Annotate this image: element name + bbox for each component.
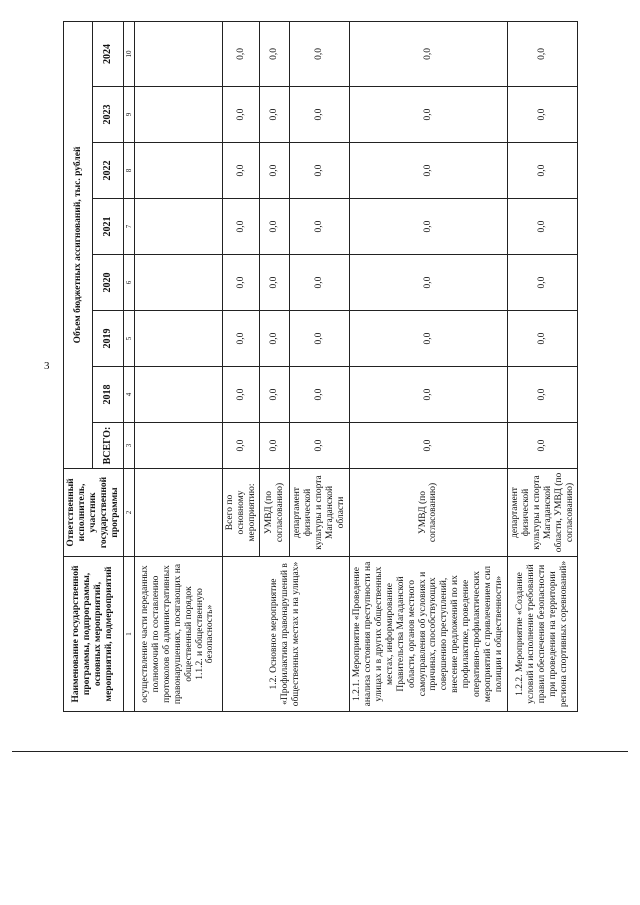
value-cell: 0,0 bbox=[507, 311, 578, 367]
column-index: 1 bbox=[123, 557, 134, 712]
value-cell: 0,0 bbox=[222, 423, 260, 469]
value-cell bbox=[134, 21, 222, 86]
value-cell: 0,0 bbox=[507, 199, 578, 255]
program-name-text: осуществление части переданных полномочий по составлению протоколов об административных правонарушениях, посягающих на общественный порядок bbox=[139, 563, 194, 705]
value-cell bbox=[134, 311, 222, 367]
subitem-number: 1.1.2. bbox=[194, 658, 205, 680]
value-cell: 0,0 bbox=[290, 199, 350, 255]
value-cell: 0,0 bbox=[290, 21, 350, 86]
table-row bbox=[350, 21, 508, 711]
program-name-cell: 1.2.1. Мероприятие «Проведение анализа состояния преступности на улицах и в других общественных местах, информирование Правительства Магаданской области, органов местного самоуправления об условиях и причинах, способствующих совершению преступлений, внесение предложений по их профилактике, проведение оперативно-профилактических мероприятий с привлечением сил полиции и общественности» bbox=[350, 557, 508, 712]
value-cell: 0,0 bbox=[350, 311, 508, 367]
value-cell bbox=[134, 367, 222, 423]
header-executor: Ответственный исполнитель, участник государственной программы bbox=[64, 469, 124, 557]
value-cell: 0,0 bbox=[222, 143, 260, 199]
executor-cell: УМВД (по согласованию) bbox=[350, 469, 508, 557]
header-year: 2018 bbox=[93, 367, 123, 423]
value-cell: 0,0 bbox=[290, 255, 350, 311]
value-cell: 0,0 bbox=[222, 311, 260, 367]
executor-cell: Всего по основному мероприятию: bbox=[222, 469, 260, 557]
value-cell: 0,0 bbox=[290, 87, 350, 143]
budget-table-sheet bbox=[63, 22, 610, 712]
program-name-cell: 1.2. Основное мероприятие «Профилактика правонарушений в общественных местах и на улицах» bbox=[222, 557, 349, 712]
header-year: 2020 bbox=[93, 255, 123, 311]
header-budget-group: Объем бюджетных ассигнований, тыс. рублей bbox=[64, 21, 93, 468]
value-cell: 0,0 bbox=[507, 367, 578, 423]
value-cell bbox=[134, 143, 222, 199]
executor-cell bbox=[134, 469, 222, 557]
value-cell: 0,0 bbox=[350, 21, 508, 86]
program-name-cell bbox=[134, 557, 222, 712]
header-total: ВСЕГО: bbox=[93, 423, 123, 469]
page-divider bbox=[12, 751, 628, 752]
value-cell: 0,0 bbox=[260, 255, 290, 311]
value-cell bbox=[134, 199, 222, 255]
value-cell: 0,0 bbox=[350, 143, 508, 199]
executor-cell: департамент физической культуры и спорта Магаданской области bbox=[290, 469, 350, 557]
value-cell: 0,0 bbox=[260, 423, 290, 469]
table-row bbox=[222, 21, 260, 711]
budget-table bbox=[63, 21, 578, 712]
value-cell: 0,0 bbox=[350, 199, 508, 255]
value-cell: 0,0 bbox=[507, 423, 578, 469]
header-program-name: Наименование государственной программы, подпрограммы, основных мероприятий, мероприятий, подмероприятий bbox=[64, 557, 124, 712]
value-cell: 0,0 bbox=[350, 367, 508, 423]
header-year: 2023 bbox=[93, 87, 123, 143]
column-index: 5 bbox=[123, 311, 134, 367]
value-cell: 0,0 bbox=[290, 423, 350, 469]
header-year: 2019 bbox=[93, 311, 123, 367]
executor-cell: департамент физической культуры и спорта Магаданской области, УМВД (по согласованию) bbox=[507, 469, 578, 557]
value-cell: 0,0 bbox=[507, 87, 578, 143]
subitem-tail: и общественную безопасность» bbox=[194, 588, 216, 664]
column-index: 7 bbox=[123, 199, 134, 255]
value-cell: 0,0 bbox=[350, 87, 508, 143]
column-index: 9 bbox=[123, 87, 134, 143]
value-cell: 0,0 bbox=[260, 367, 290, 423]
value-cell: 0,0 bbox=[350, 255, 508, 311]
column-index: 4 bbox=[123, 367, 134, 423]
value-cell: 0,0 bbox=[222, 21, 260, 86]
value-cell: 0,0 bbox=[507, 21, 578, 86]
value-cell: 0,0 bbox=[222, 255, 260, 311]
value-cell bbox=[134, 255, 222, 311]
table-row bbox=[134, 21, 222, 711]
header-year: 2024 bbox=[93, 21, 123, 86]
column-index-row bbox=[123, 21, 134, 711]
column-index: 2 bbox=[123, 469, 134, 557]
value-cell: 0,0 bbox=[222, 199, 260, 255]
header-year: 2021 bbox=[93, 199, 123, 255]
value-cell: 0,0 bbox=[290, 143, 350, 199]
value-cell bbox=[134, 423, 222, 469]
column-index: 6 bbox=[123, 255, 134, 311]
value-cell: 0,0 bbox=[290, 311, 350, 367]
value-cell: 0,0 bbox=[507, 143, 578, 199]
value-cell: 0,0 bbox=[222, 367, 260, 423]
value-cell: 0,0 bbox=[222, 87, 260, 143]
column-index: 10 bbox=[123, 21, 134, 86]
table-row bbox=[507, 21, 578, 711]
column-index: 8 bbox=[123, 143, 134, 199]
value-cell bbox=[134, 87, 222, 143]
page-number: 3 bbox=[44, 360, 50, 372]
value-cell: 0,0 bbox=[350, 423, 508, 469]
header-year: 2022 bbox=[93, 143, 123, 199]
value-cell: 0,0 bbox=[260, 143, 290, 199]
value-cell: 0,0 bbox=[260, 199, 290, 255]
value-cell: 0,0 bbox=[260, 21, 290, 86]
value-cell: 0,0 bbox=[260, 87, 290, 143]
value-cell: 0,0 bbox=[290, 367, 350, 423]
program-name-cell: 1.2.2. Мероприятие «Создание условий и исполнение требований правил обеспечения безопасности при проведении на территории региона спортивных соревнований» bbox=[507, 557, 578, 712]
header-row-top bbox=[64, 21, 93, 711]
column-index: 3 bbox=[123, 423, 134, 469]
executor-cell: УМВД (по согласованию) bbox=[260, 469, 290, 557]
value-cell: 0,0 bbox=[507, 255, 578, 311]
value-cell: 0,0 bbox=[260, 311, 290, 367]
